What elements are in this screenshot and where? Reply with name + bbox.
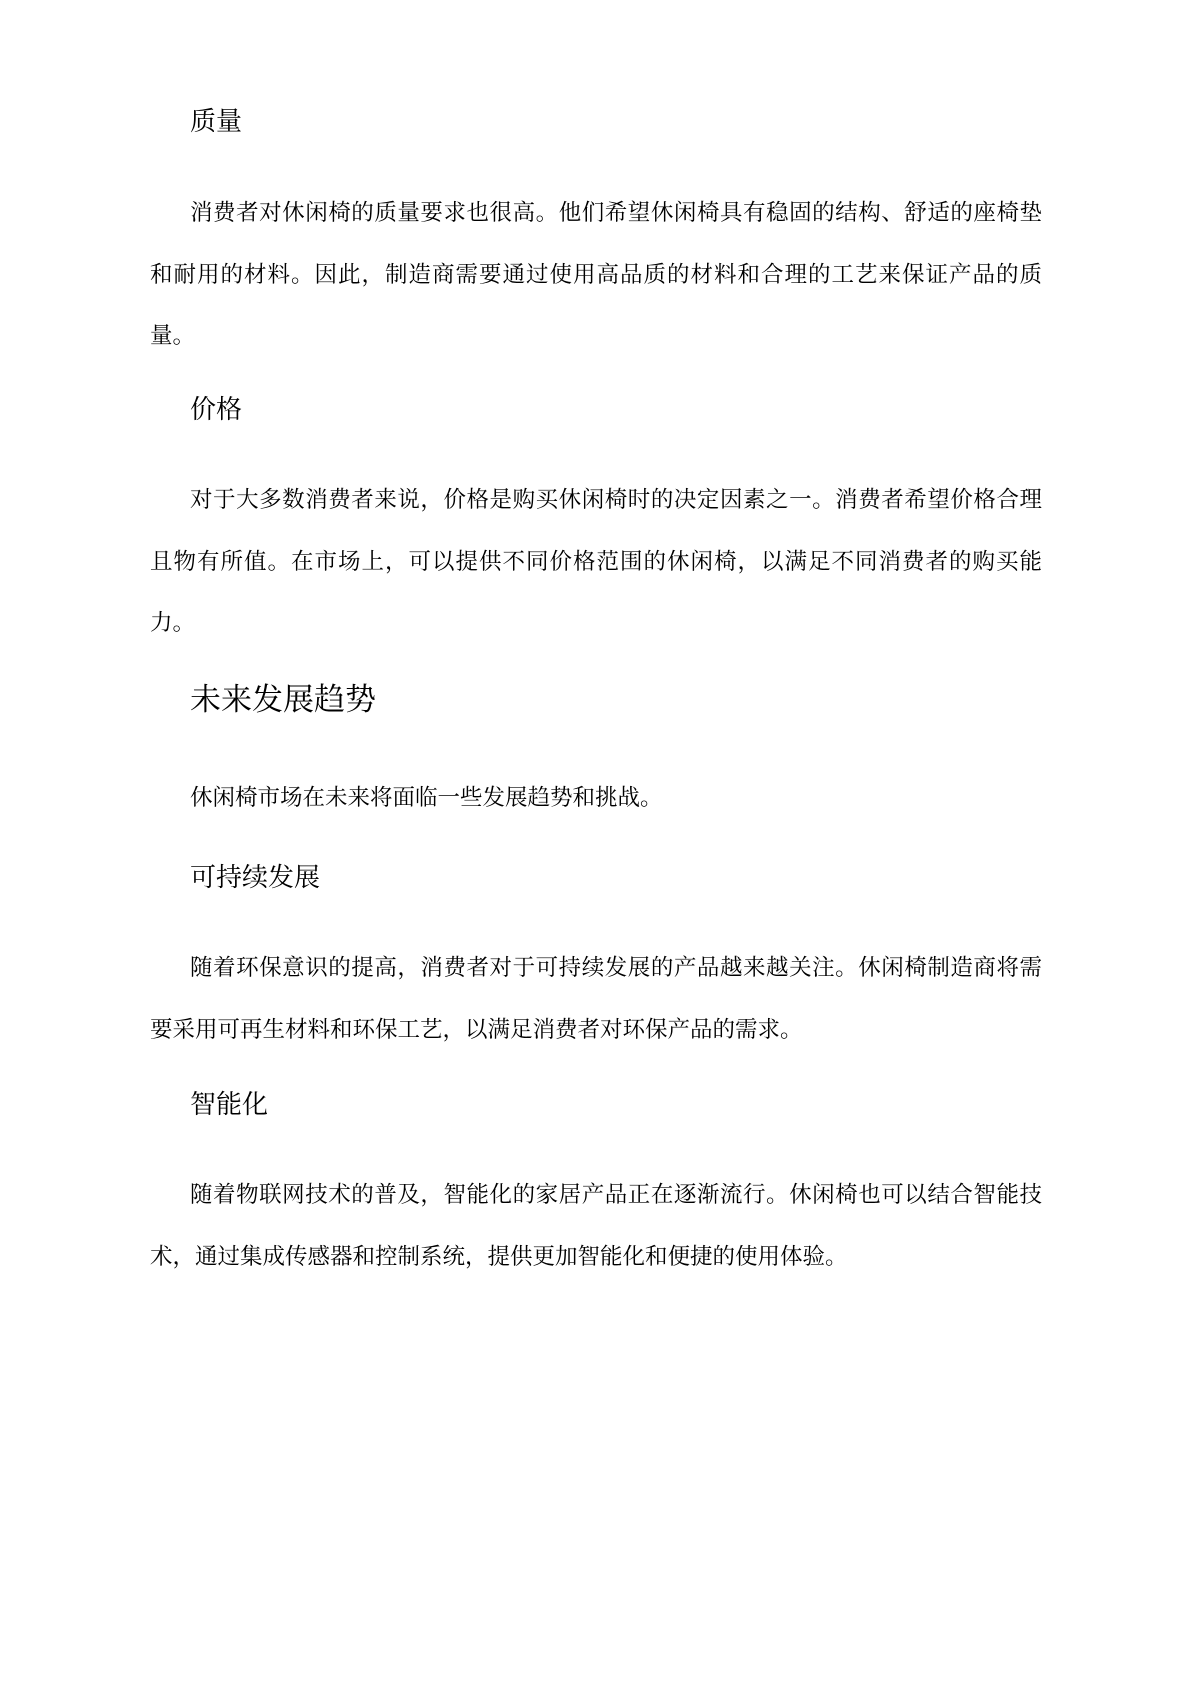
paragraph-sustainability: 随着环保意识的提高，消费者对于可持续发展的产品越来越关注。休闲椅制造商将需要采用可再生材料和环保工艺，以满足消费者对环保产品的需求。 xyxy=(150,955,1042,1043)
heading-sustainability: 可持续发展 xyxy=(190,863,321,893)
paragraph-price: 对于大多数消费者来说，价格是购买休闲椅时的决定因素之一。消费者希望价格合理且物有所值。在市场上，可以提供不同价格范围的休闲椅，以满足不同消费者的购买能力。 xyxy=(150,487,1042,636)
heading-quality: 质量 xyxy=(190,107,243,137)
heading-smart: 智能化 xyxy=(190,1090,269,1120)
paragraph-quality: 消费者对休闲椅的质量要求也很高。他们希望休闲椅具有稳固的结构、舒适的座椅垫和耐用的材料。因此，制造商需要通过使用高品质的材料和合理的工艺来保证产品的质量。 xyxy=(150,200,1042,349)
paragraph-smart: 随着物联网技术的普及，智能化的家居产品正在逐渐流行。休闲椅也可以结合智能技术，通过集成传感器和控制系统，提供更加智能化和便捷的使用体验。 xyxy=(150,1182,1042,1270)
paragraph-future-intro: 休闲椅市场在未来将面临一些发展趋势和挑战。 xyxy=(190,785,663,811)
heading-future-trends: 未来发展趋势 xyxy=(190,682,376,718)
heading-price: 价格 xyxy=(190,395,243,425)
